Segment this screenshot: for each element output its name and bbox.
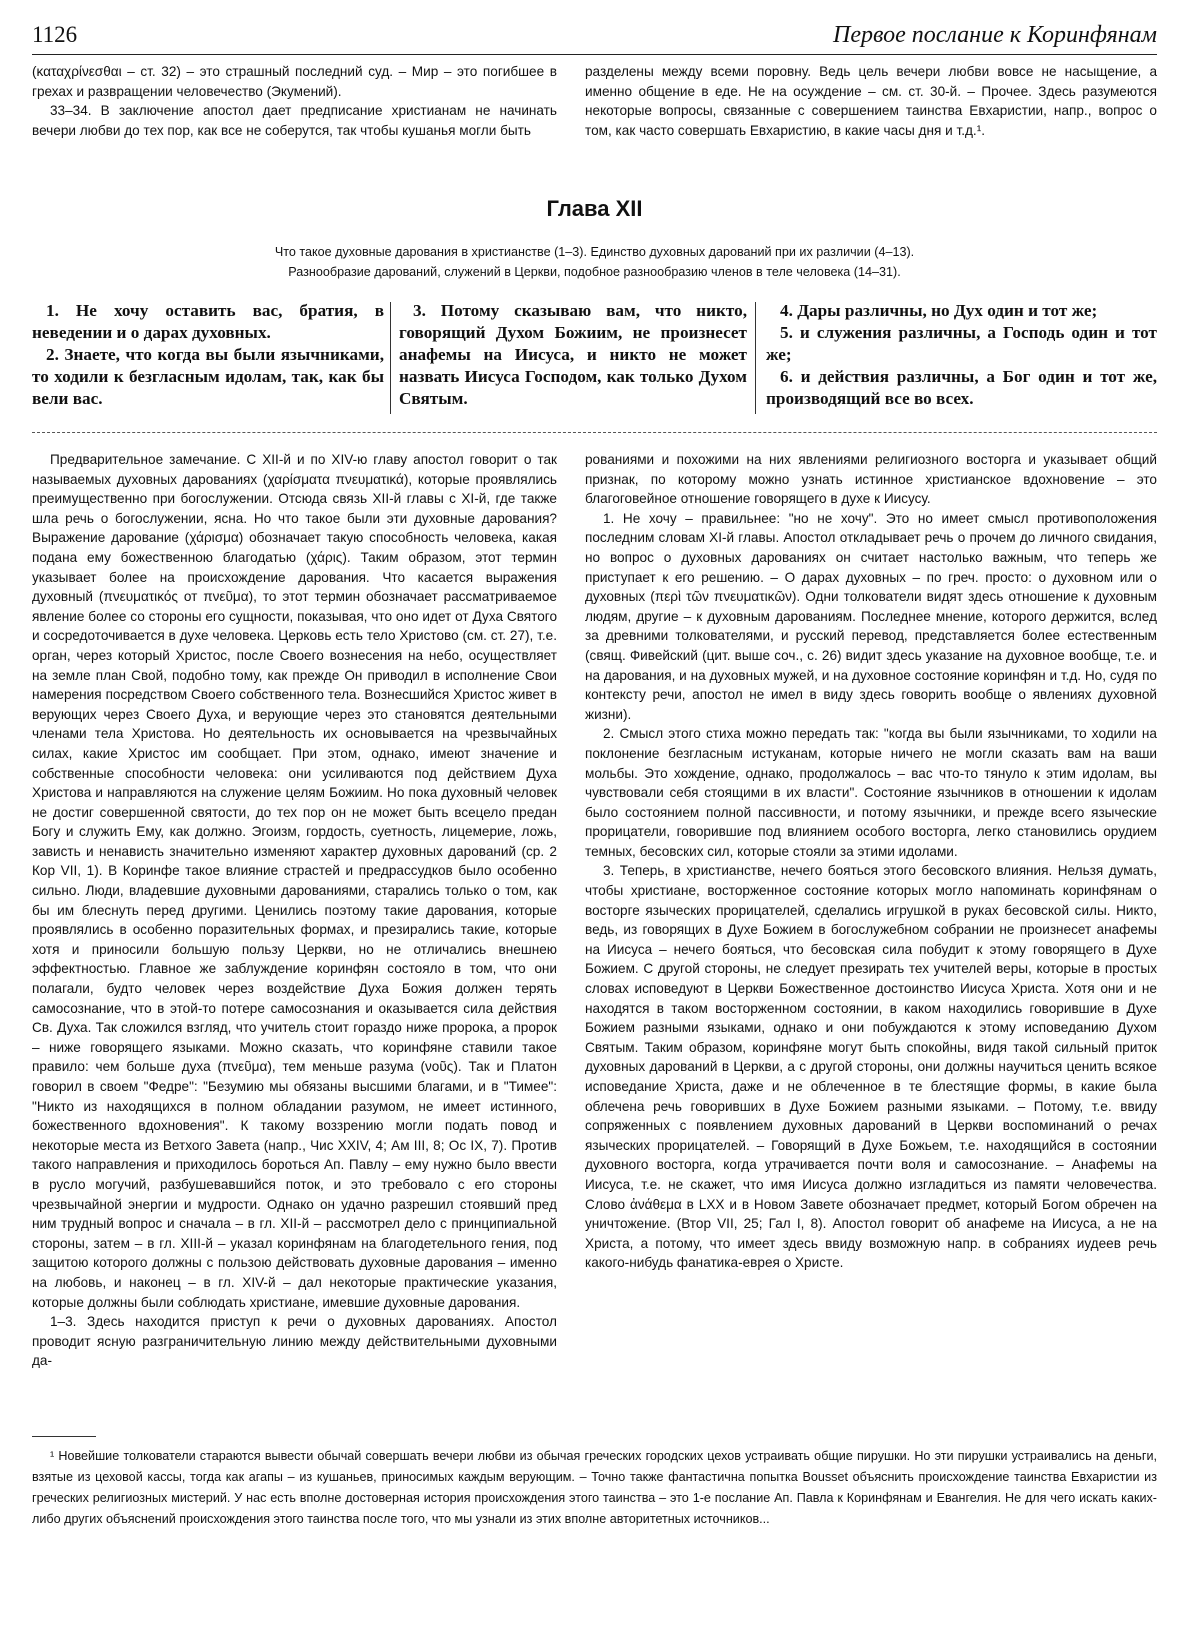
paragraph: разделены между всеми поровну. Ведь цель вечери любви вовсе не насыщение, а именно общение в еде. Не на осуждение – см. ст. 30-й. – Прочее. Здесь разумеются некоторые вопросы, связанные с совершением таинства Евхаристии, напр., вопрос о том, как часто совершать Евхаристию, в какие часы дня и т.д.¹. bbox=[585, 64, 1157, 138]
running-title: Первое послание к Коринфянам bbox=[833, 22, 1157, 48]
paragraph: 2. Смысл этого стиха можно передать так: "когда вы были язычниками, то ходили на поклонение безгласным истуканам, которые ничего не могли сказать вам на ваши мольбы. Это хождение, однако, продолжалось – вас что-то тянуло к этим идолам, вы чувствовали себя стоящими в их власти". Состояние язычников в отношении к идолам было состоянием полной пассивности, и потому язычники, и прежде всего языческие прорицатели, говорившие под влиянием особого восторга, легко становились орудием темных, бесовских сил, которые стояли за этими идолами. bbox=[585, 726, 1157, 859]
paragraph: рованиями и похожими на них явлениями религиозного восторга и указывает общий признак, по которому можно узнать истинное христианское вдохновение – это благоговейное отношение говорящего в духе к Иисусу. bbox=[585, 452, 1157, 507]
verse-column-1 bbox=[32, 300, 384, 410]
footnote bbox=[32, 1446, 1157, 1530]
summary-line: Разнообразие дарований, служений в Церкви, подобное разнообразию членов в теле человека (14–31). bbox=[288, 265, 901, 279]
verse: 3. Потому сказываю вам, что никто, говорящий Духом Божиим, не произнесет анафемы на Иисуса, и никто не может назвать Иисуса Господом, как только Духом Святым. bbox=[399, 301, 747, 408]
paragraph: 3. Теперь, в христианстве, нечего бояться этого бесовского влияния. Нельзя думать, чтобы христиане, восторженное состояние которых могло напоминать коринфянам о восторге языческих прорицателей, сделались игрушкой в руках бесовской силы. Никто, ведь, из говорящих в Духе Божием в богослужебном собрании не произнесет анафемы на Иисуса – нечего бояться, что бесовская сила побудит к этому говорящего в Духе Божием. С другой стороны, не следует презирать тех учителей веры, которые в простых словах исповедуют в Церкви Божественное достоинство Иисуса Христа. Хотя они и не находятся в таком восторженном состоянии, в каком находились говорившие в Духе Божием разными языками, однако и они побуждаются к этому исповеданию Духом Святым. Таким образом, коринфяне могут быть спокойны, видя такой сильный приток духовных дарований в Церкви, а с другой стороны, они должны научиться ценить всякое исповедание Христа, даже и не облеченное в те блестящие формы, в какие была облечена речь говоривших в Духе Божием разными языками. – Потому, т.е. ввиду сопряженных с появлением духовных дарований в Церкви воспоминаний о речах языческих прорицателей. – Говорящий в Духе Божьем, т.е. находящийся в состоянии духовного восторга, когда утрачивается почти воля и самосознание. – Анафемы на Иисуса, т.е. не скажет, что имя Иисуса должно изгладиться из памяти человечества. Слово ἀνάθεμα в LXX и в Новом Завете обозначает предмет, который Богом обречен на уничтожение. (Втор VII, 25; Гал I, 8). Апостол говорит об анафеме на Иисуса, а не на Христа, а потому, что имеет здесь ввиду возможную напр. в собраниях иудеев речь какого-нибудь фанатика-еврея о Христе. bbox=[585, 863, 1157, 1271]
footnote-text: ¹ Новейшие толкователи стараются вывести обычай совершать вечери любви из обычая греческих городских цехов устраивать общие пирушки. Но эти пирушки устраивались на деньги, взятые из цеховой кассы, тогда как агапы – из кушаньев, приносимых каждым верующим. – Точно также фантастична попытка Bousset объяснить происхождение таинства Евхаристии из греческих религиозных мистерий. У нас есть вполне достоверная история происхождения этого таинства – это 1-е послание Ап. Павла к Коринфянам и Евангелия. Не для чего искать каких-либо других объяснений происхождения этого таинства после того, что мы узнали из этих вполне авторитетных источников... bbox=[32, 1449, 1157, 1526]
verse: 2. Знаете, что когда вы были язычниками, то ходили к безгласным идолам, так, как бы вели вас. bbox=[32, 345, 384, 408]
page-number: 1126 bbox=[32, 22, 78, 47]
verse: 4. Дары различны, но Дух один и тот же; bbox=[780, 301, 1098, 320]
column-divider bbox=[390, 302, 391, 414]
chapter-summary bbox=[0, 242, 1189, 282]
running-header bbox=[32, 20, 1157, 55]
chapter-title: Глава XII bbox=[546, 196, 643, 221]
footnote-rule bbox=[32, 1436, 96, 1437]
verse: 6. и действия различны, а Бог один и тот же, производящий все во всех. bbox=[766, 367, 1157, 408]
section-divider bbox=[32, 432, 1157, 433]
paragraph: Предварительное замечание. С XII-й и по XIV-ю главу апостол говорит о так называемых духовных дарованиях (χαρίσματα πνευματικά), которые проявлялись преимущественно при богослужении. Отсюда связь XII-й главы с XI-й, где также шла речь о богослужении, ясна. Но что такое были эти духовные дарования? Выражение дарование (χάρισμα) обозначает такую способность человека, какая подана ему божественною благодатью (χάρις). Таким образом, этот термин указывает более на происхождение дарования. Что касается выражения духовный (πνευματικός от πνεῦμα), то этот термин обозначает рассматриваемое явление более со стороны его сущности, показывая, что оно идет от Духа Святого и сосредоточивается в духе человека. Церковь есть тело Христово (см. ст. 27), т.е. орган, через который Христос, после Своего вознесения на небо, осуществляет на земле план Свой, подобно тому, как прежде Он приводил в исполнение Свои намерения посредством Своего собственного тела. Вознесшийся Христос живет в верующих через Своего Духа, и верующие через это становятся деятельными членами тела Христова. Но деятельность их основывается на чрезвычайных силах, какие Христос им сообщает. При этом, однако, имеют значение и собственные способности человека: они усиливаются под действием Духа Христова и направляются на служение целям Божиим. Но пока духовный человек не достиг совершенной святости, до тех пор он не может быть всецело предан Богу и служить Ему, как должно. Эгоизм, гордость, суетность, лицемерие, ложь, зависть и ненависть значительно изменяют характер духовных дарований (ср. 2 Кор VII, 1). В Коринфе такое влияние страстей и предрассудков было особенно сильно. Люди, владевшие духовными дарованиями, старались только о том, как бы им блеснуть перед другими. Ценились поэтому такие дарования, которые проявлялись в особенно поразительных формах, и презирались такие, которые хотя и приносили большую пользу Церкви, но не отличались внешнею эффектностью. Главное же заблуждение коринфян состояло в том, что они полагали, будто человек через воздействие Духа Божия должен терять самосознание, что в этой-то потере самосознания и оказывается сила действия Св. Духа. Так сложился взгляд, что учитель стоит гораздо ниже пророка, а пророк – ниже говорящего языками. Можно сказать, что коринфяне ставили такое правило: чем больше духа (πνεῦμα), тем меньше разума (νοῦς). Так и Платон говорил в своем "Федре": "Безумию мы обязаны высшими благами, и в "Тимее": "Никто из находящихся в полном обладании разумом, не имеет истинного, божественного вдохновения". К такому воззрению могли подать повод и некоторые места из Ветхого Завета (напр., Чис XXIV, 4; Ам III, 8; Ос IX, 7). Против такого направления и приходилось бороться Ап. Павлу – ему нужно было ввести в русло могучий, разбушевавшийся поток, и это требовало с его стороны чрезвычайной энергии и мудрости. Однако он удачно разрешил стоявший пред ним трудный вопрос и сначала – в гл. XII-й – рассмотрел дело с принципиальной стороны, затем – в гл. XIII-й – указал коринфянам на благодетельного гения, под защитою которого должны с пользою действовать духовные дарования – именно на любовь, и наконец – в гл. XIV-й – дал некоторые практические указания, которые должны были соблюдать христиане, имевшие духовные дарования. bbox=[32, 452, 557, 1310]
commentary-left-column bbox=[32, 450, 557, 1371]
summary-line: Что такое духовные дарования в христианстве (1–3). Единство духовных дарований при их различии (4–13). bbox=[274, 245, 915, 259]
verse-column-2 bbox=[399, 300, 747, 410]
paragraph: 33–34. В заключение апостол дает предписание христианам не начинать вечери любви до тех пор, как все не соберутся, так чтобы кушанья могли быть bbox=[32, 103, 557, 138]
verse: 1. Не хочу оставить вас, братия, в неведении и о дарах духовных. bbox=[32, 301, 384, 342]
paragraph: 1–3. Здесь находится приступ к речи о духовных дарованиях. Апостол проводит ясную разграничительную линию между действительными духовными да- bbox=[32, 1314, 557, 1369]
verse-column-3 bbox=[766, 300, 1157, 410]
top-left-column bbox=[32, 62, 557, 140]
top-right-column bbox=[585, 62, 1157, 140]
paragraph: (καταχρίνεσθαι – ст. 32) – это страшный последний суд. – Мир – это погибшее в грехах и развращении человечество (Экумений). bbox=[32, 64, 557, 99]
commentary-right-column bbox=[585, 450, 1157, 1273]
verse: 5. и служения различны, а Господь один и тот же; bbox=[766, 323, 1157, 364]
paragraph: 1. Не хочу – правильнее: "но не хочу". Это но имеет смысл противоположения последним словам XI-й главы. Апостол откладывает речь о прочем до личного свидания, но вопрос о духовных дарованиях он считает настолько важным, что теперь же приступает к его решению. – О дарах духовных – по греч. просто: о духовном или о духовных (περὶ τῶν πνευματικῶν). Одни толкователи видят здесь отношение к духовным людям, другие – к духовным дарованиям. Последнее мнение, которого держится, вслед за древними толкователями, и русский перевод, представляется более естественным (свящ. Фивейский (цит. выше соч., с. 26) видит здесь указание на духовное вообще, т.е. и на дарования, и на духовных мужей, и на духовное состояние коринфян и т.д. Но, судя по контексту речи, апостол не имел в виду здесь говорить вообще о явлениях духовной жизни). bbox=[585, 510, 1157, 722]
column-divider bbox=[755, 302, 756, 414]
